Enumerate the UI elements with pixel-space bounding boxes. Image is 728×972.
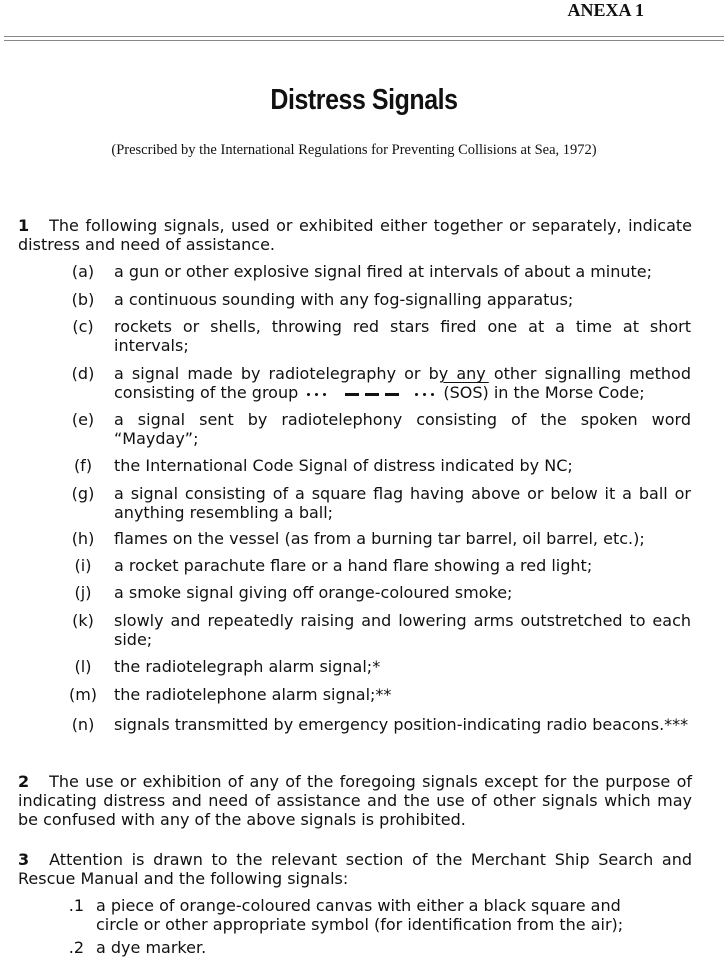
item-text: the radiotelegraph alarm signal;* xyxy=(114,657,381,676)
item-label: (c) xyxy=(72,317,94,336)
item-label: .1 xyxy=(68,896,84,915)
morse-sos-icon xyxy=(303,387,443,401)
item-label: (k) xyxy=(72,611,94,630)
item-label: (j) xyxy=(74,583,92,602)
item-text: slowly and repeatedly raising and lowering arms outstretched to each side; xyxy=(114,611,691,649)
item-text: a dye marker. xyxy=(96,938,207,957)
item-label: (h) xyxy=(71,529,95,548)
header-rule-bottom xyxy=(4,40,724,41)
item-text: a piece of orange-coloured canvas with either a black square and circle or other appropriate symbol (for identification from the air); xyxy=(96,896,624,934)
item-text xyxy=(114,364,691,402)
item-text: signals transmitted by emergency position-indicating radio beacons.*** xyxy=(114,715,689,734)
section-text: The use or exhibition of any of the foregoing signals except for the purpose of indicating distress and need of assistance and the use of other signals which may be confused with any of the above signals is prohibited. xyxy=(18,772,692,829)
item-label: (e) xyxy=(71,410,95,429)
item-label: .2 xyxy=(68,938,84,957)
section-1-intro xyxy=(18,216,692,254)
item-text-part: in the Morse Code; xyxy=(488,383,645,402)
section-text: The following signals, used or exhibited either together or separately, indicate distress and need of assistance. xyxy=(18,216,692,254)
annex-label: ANEXA 1 xyxy=(567,0,644,20)
item-label: (l) xyxy=(74,657,92,676)
section-number: 3 xyxy=(18,850,30,869)
section-number: 2 xyxy=(18,772,30,791)
item-text: a gun or other explosive signal fired at intervals of about a minute; xyxy=(114,262,653,281)
item-text: a smoke signal giving off orange-coloured smoke; xyxy=(114,583,513,602)
item-text: rockets or shells, throwing red stars fired one at a time at short intervals; xyxy=(114,317,691,355)
item-text: the radiotelephone alarm signal;** xyxy=(114,685,392,704)
item-label: (b) xyxy=(71,290,95,309)
item-text: the International Code Signal of distress indicated by NC; xyxy=(114,456,573,475)
item-label: (g) xyxy=(71,484,95,503)
item-label: (n) xyxy=(71,715,95,734)
header-rule-top xyxy=(4,36,724,37)
section-number: 1 xyxy=(18,216,30,235)
item-label: (i) xyxy=(74,556,92,575)
item-text: a continuous sounding with any fog-signalling apparatus; xyxy=(114,290,574,309)
item-text: a signal sent by radiotelephony consisting of the spoken word “Mayday”; xyxy=(114,410,691,448)
section-3 xyxy=(18,850,692,888)
page-title: Distress Signals xyxy=(270,84,458,116)
page-subtitle: (Prescribed by the International Regulations for Preventing Collisions at Sea, 1972) xyxy=(111,142,597,158)
item-text: a signal consisting of a square flag having above or below it a ball or anything resembling a ball; xyxy=(114,484,691,522)
sos-label: (SOS) xyxy=(443,383,489,402)
section-text: Attention is drawn to the relevant section of the Merchant Ship Search and Rescue Manual and the following signals: xyxy=(18,850,692,888)
item-text-part: a signal made by radiotelegraphy or by any other signalling method consisting of the group xyxy=(114,364,691,402)
section-2 xyxy=(18,772,692,829)
item-label: (f) xyxy=(73,456,93,475)
item-label: (a) xyxy=(71,262,95,281)
item-text: flames on the vessel (as from a burning tar barrel, oil barrel, etc.); xyxy=(114,529,645,548)
item-label: (m) xyxy=(68,685,98,704)
item-text: a rocket parachute flare or a hand flare showing a red light; xyxy=(114,556,593,575)
item-label: (d) xyxy=(71,364,95,383)
